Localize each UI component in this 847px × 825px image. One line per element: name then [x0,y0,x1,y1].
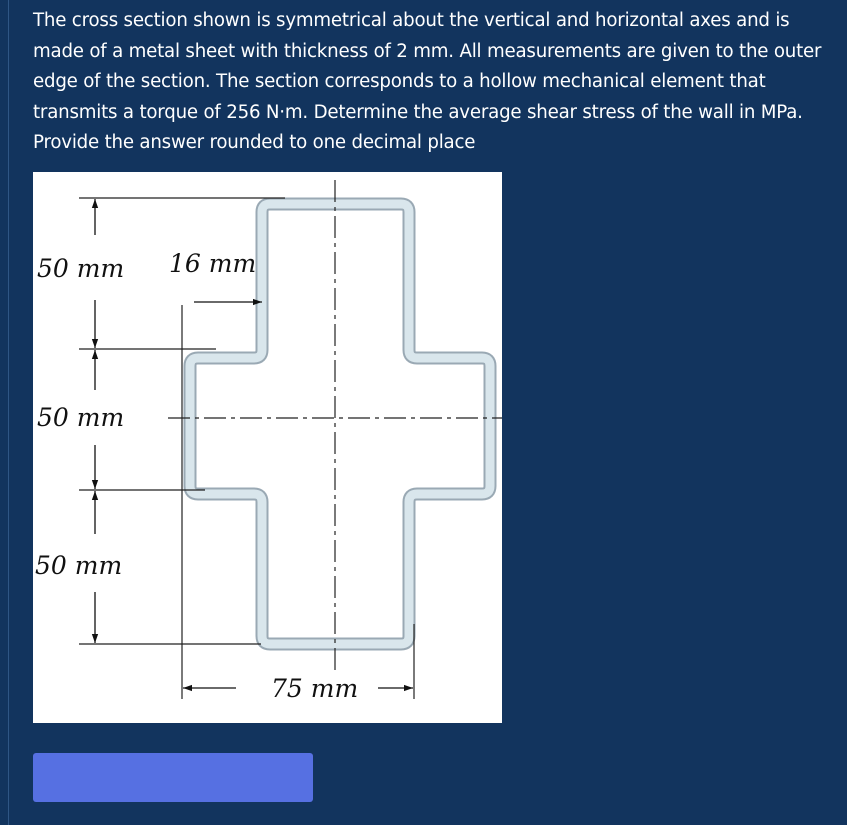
dimension-label-top: 50 mm [37,254,125,283]
cross-section-diagram [33,172,502,723]
left-border-line [8,0,9,825]
dimension-label-flange: 16 mm [169,249,257,278]
dimension-label-middle: 50 mm [37,403,125,432]
cross-section-figure [33,172,502,723]
question-text: The cross section shown is symmetrical about the vertical and horizontal axes and is made of a metal sheet with thickness of 2 mm. All measurements are given to the outer edge of the section. The section corresponds to a hollow mechanical element that transmits a torque of 256 N·m. Determine the average shear stress of the wall in MPa. Provide the answer rounded to one decimal place [33,10,822,153]
dimension-label-bottom: 50 mm [35,551,123,580]
dimension-label-width: 75 mm [271,674,359,703]
answer-button[interactable] [33,753,313,802]
